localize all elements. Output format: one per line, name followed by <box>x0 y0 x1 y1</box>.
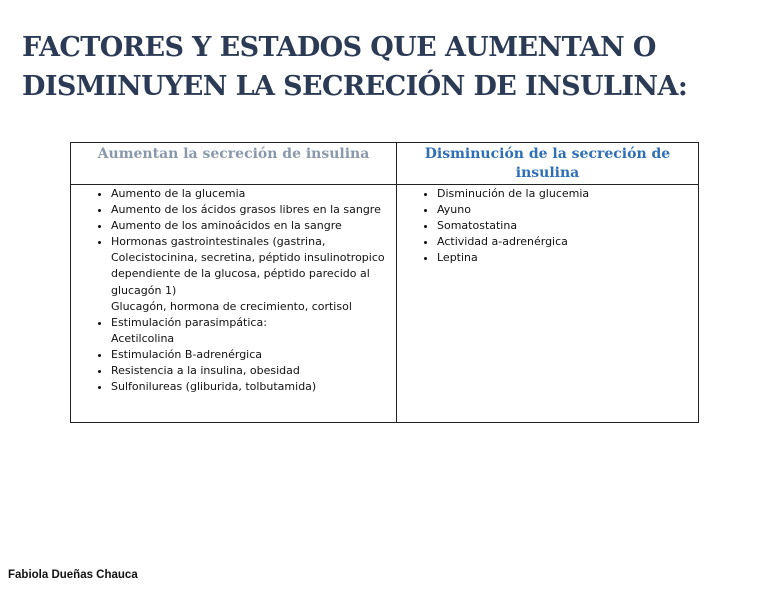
list-item: • Sulfonilureas (gliburida, tolbutamida) <box>111 379 392 395</box>
list-item: • Leptina <box>437 250 694 266</box>
list-item: • Aumento de la glucemia <box>111 186 392 202</box>
list-item-continuation: Acetilcolina <box>111 331 175 345</box>
title-line-2: DISMINUYEN LA SECRECIÓN DE INSULINA: <box>22 71 688 102</box>
increase-list <box>75 186 392 395</box>
title-line-1: FACTORES Y ESTADOS QUE AUMENTAN O <box>22 32 656 63</box>
list-item: • Disminución de la glucemia <box>437 186 694 202</box>
list-item <box>111 315 392 347</box>
list-item-continuation: Glucagón, hormona de crecimiento, cortisol <box>111 299 352 313</box>
header-increase: Aumentan la secreción de insulina <box>71 143 397 185</box>
table-row <box>71 185 699 423</box>
list-item: • Estimulación B-adrenérgica <box>111 347 392 363</box>
list-item <box>111 234 392 314</box>
list-item: • Aumento de los aminoácidos en la sangre <box>111 218 392 234</box>
list-item-text: Hormonas gastrointestinales (gastrina, Colecistocinina, secretina, péptido insulinotropico dependiente de la glucosa, péptido parecido al glucagón 1) <box>111 235 385 297</box>
table-header-row <box>71 143 699 185</box>
insulin-factors-table <box>70 142 699 423</box>
decrease-list <box>401 186 694 266</box>
page-title <box>22 28 752 106</box>
decrease-cell <box>397 185 699 423</box>
list-item: • Actividad a-adrenérgica <box>437 234 694 250</box>
list-item: • Ayuno <box>437 202 694 218</box>
list-item: • Aumento de los ácidos grasos libres en la sangre <box>111 202 392 218</box>
header-decrease: Disminución de la secreción de insulina <box>397 143 699 185</box>
increase-cell <box>71 185 397 423</box>
author-name: Fabiola Dueñas Chauca <box>8 569 138 581</box>
list-item-text: Estimulación parasimpática: <box>111 315 267 329</box>
list-item: • Somatostatina <box>437 218 694 234</box>
list-item: • Resistencia a la insulina, obesidad <box>111 363 392 379</box>
